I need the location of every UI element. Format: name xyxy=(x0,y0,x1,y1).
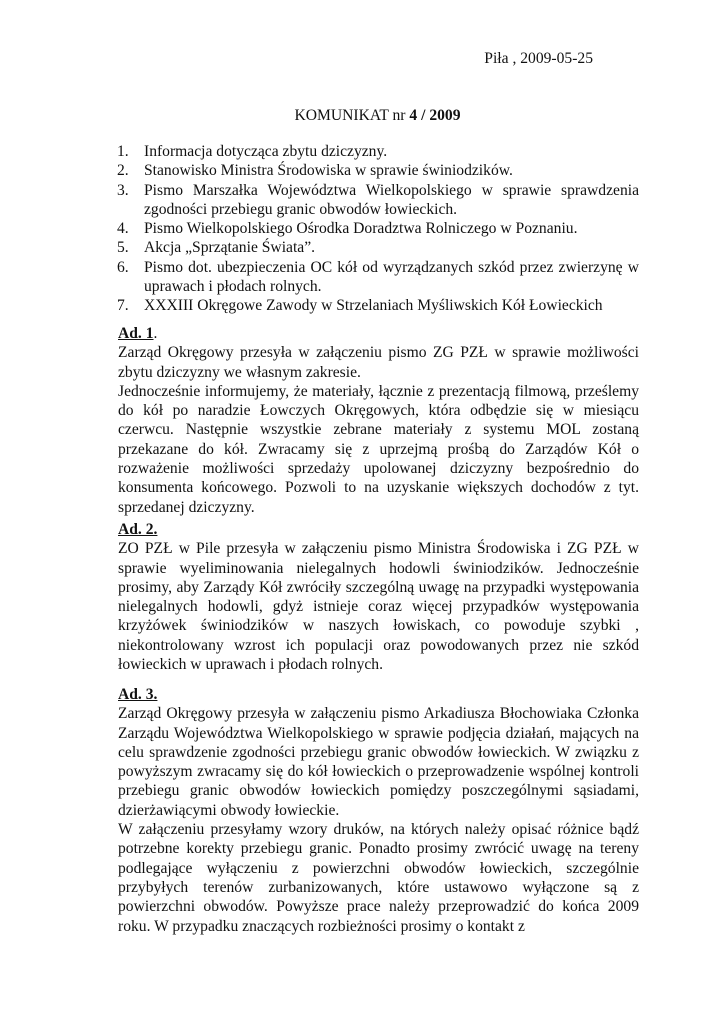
agenda-item xyxy=(117,258,639,297)
agenda-item-text: Pismo Marszałka Województwa Wielkopolskiego w sprawie sprawdzenia zgodności przebiegu granic obwodów łowieckich. xyxy=(144,181,639,218)
agenda-item xyxy=(117,142,639,161)
section-ad-3 xyxy=(118,685,639,936)
agenda-item-text: Informacja dotycząca zbytu dziczyzny. xyxy=(144,143,388,160)
agenda-item-number: 4. xyxy=(117,220,129,238)
section-paragraph: Zarząd Okręgowy przesyła w załączeniu pismo ZG PZŁ w sprawie możliwości zbytu dziczyzny we własnym zakresie. xyxy=(118,344,639,381)
section-heading-suffix: . xyxy=(153,325,158,342)
section-heading-label: Ad. 1 xyxy=(118,325,154,342)
title-prefix: KOMUNIKAT nr xyxy=(294,107,406,124)
agenda-item xyxy=(117,181,639,220)
section-ad-1 xyxy=(118,324,639,517)
section-paragraph: ZO PZŁ w Pile przesyła w załączeniu pismo Ministra Środowiska i ZG PZŁ w sprawie wyeliminowania nielegalnych hodowli świniodzików. Jednocześnie prosimy, aby Zarządy Kół zwróciły szczególną uwagę na przypadki występowania nielegalnych hodowli, gdyż istnieje coraz więcej przypadków występowania krzyżówek świniodzików w naszych łowiskach, co powoduje szybki , niekontrolowany wzrost ich populacji oraz powodowanych przez nie szkód łowieckich w uprawach i płodach rolnych. xyxy=(118,540,639,674)
agenda-item-text: Stanowisko Ministra Środowiska w sprawie świniodzików. xyxy=(144,162,513,180)
agenda-item-number: 6. xyxy=(117,258,129,276)
section-ad-2 xyxy=(118,520,639,674)
section-heading xyxy=(118,324,639,343)
agenda-item-number: 5. xyxy=(117,239,129,257)
agenda-item-number: 3. xyxy=(117,181,129,199)
agenda-item xyxy=(117,296,639,315)
agenda-item-text: Akcja „Sprzątanie Świata”. xyxy=(144,239,316,257)
agenda-item-number: 2. xyxy=(117,162,129,180)
section-heading: Ad. 3. xyxy=(118,686,158,703)
section-paragraph: W załączeniu przesyłamy wzory druków, na których należy opisać różnice bądź potrzebne korekty przebiegu granic. Ponadto prosimy zwrócić uwagę na tereny podlegające wyłączeniu z powierzchni obwodów łowieckich, szczególnie przybyłych terenów zurbanizowanych, które ustawowo wyłączone są z powierzchni obwodów. Powyższe prace należy przeprowadzić do końca 2009 roku. W przypadku znaczących rozbieżności prosimy o kontakt z xyxy=(118,821,639,935)
document-date: Piła , 2009-05-25 xyxy=(484,50,593,67)
agenda-item-number: 7. xyxy=(117,297,129,315)
agenda-item-text: Pismo Wielkopolskiego Ośrodka Doradztwa Rolniczego w Poznaniu. xyxy=(144,220,578,238)
agenda-item-text: Pismo dot. ubezpieczenia OC kół od wyrządzanych szkód przez zwierzynę w uprawach i płodach rolnych. xyxy=(144,258,639,296)
section-heading: Ad. 2. xyxy=(118,521,158,538)
agenda-item xyxy=(117,161,639,180)
agenda-item xyxy=(117,238,639,257)
document-title xyxy=(0,106,725,125)
agenda-list xyxy=(117,142,639,316)
agenda-item-number: 1. xyxy=(117,143,129,160)
agenda-item xyxy=(117,219,639,238)
title-number: 4 / 2009 xyxy=(409,107,461,124)
agenda-item-text: XXXIII Okręgowe Zawody w Strzelaniach Myśliwskich Kół Łowieckich xyxy=(144,297,603,315)
section-paragraph: Zarząd Okręgowy przesyła w załączeniu pismo Arkadiusza Błochowiaka Członka Zarządu Województwa Wielkopolskiego w sprawie podjęcia działań, mających na celu sprawdzenie zgodności przebiegu granic obwodów łowieckich. W związku z powyższym zwracamy się do kół łowieckich o przeprowadzenie wspólnej kontroli przebiegu granic obwodów łowieckich pomiędzy poszczególnymi sąsiadami, dzierżawiącymi obwody łowieckie. xyxy=(118,705,639,819)
section-paragraph: Jednocześnie informujemy, że materiały, łącznie z prezentacją filmową, prześlemy do kół po naradzie Łowczych Okręgowych, która odbędzie się w miesiącu czerwcu. Następnie wszystkie zebrane materiały z systemu MOL zostaną przekazane do kół. Zwracamy się z uprzejmą prośbą do Zarządów Kół o rozważenie możliwości sprzedaży upolowanej dziczyzny bezpośrednio do konsumenta końcowego. Pozwoli to na uzyskanie większych dochodów z tyt. sprzedanej dziczyzny. xyxy=(118,382,639,516)
